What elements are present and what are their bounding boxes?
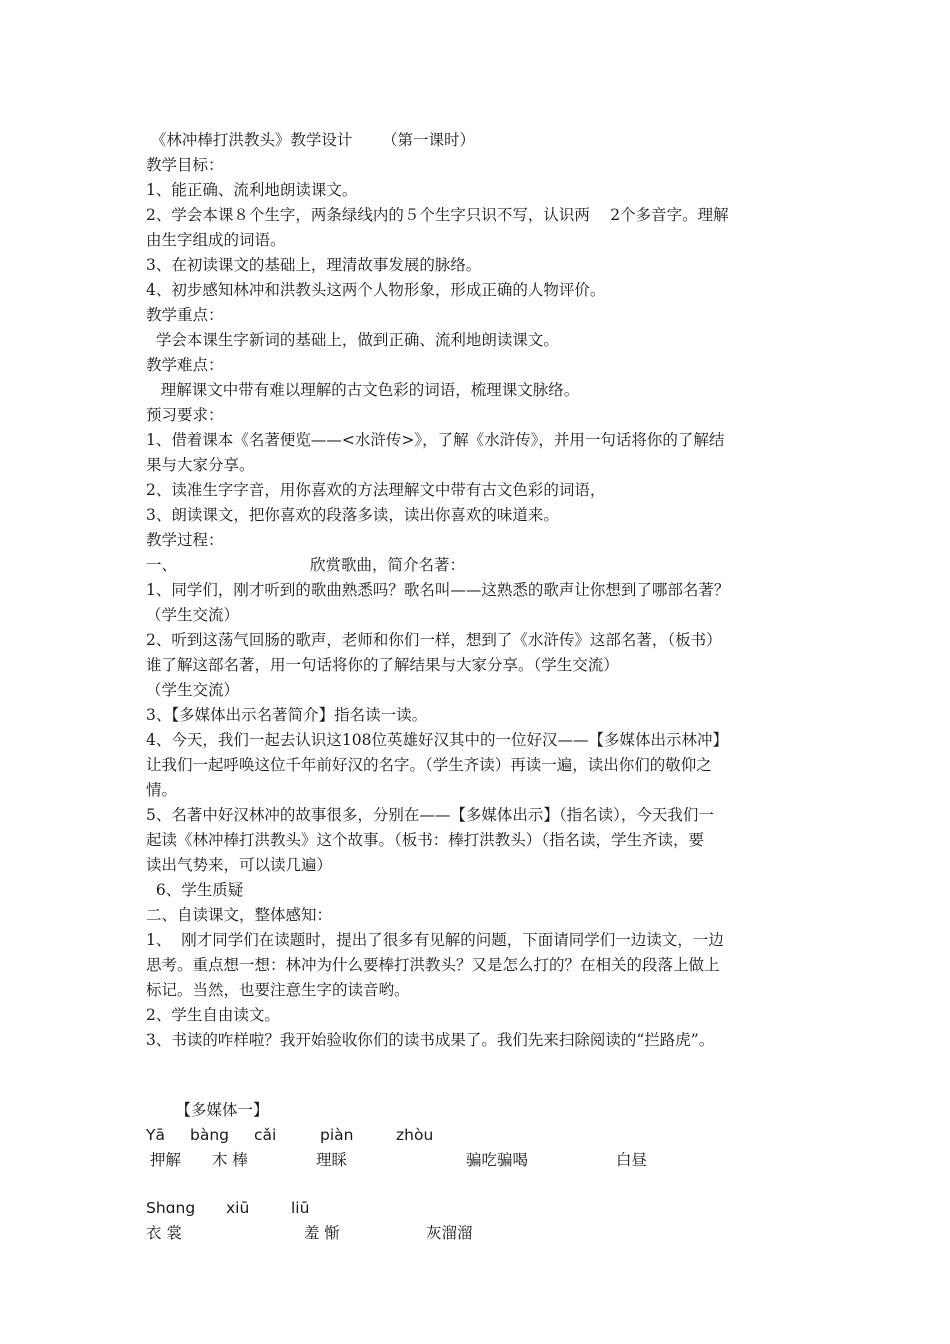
pinyin-row-2 [146, 1196, 810, 1221]
text-line: 理解课文中带有难以理解的古文色彩的词语，梳理课文脉络。 [146, 381, 580, 399]
vocab-word: 理睬 [316, 1151, 348, 1169]
pinyin-word: zhòu [396, 1126, 434, 1144]
pinyin-word: piàn [320, 1126, 354, 1144]
text-line: 3、书读的咋样啦？我开始验收你们的读书成果了。我们先来扫除阅读的“拦路虎”。 [146, 1031, 715, 1049]
media-heading: 【多媒体一】 [146, 1101, 269, 1119]
text-line: 教学难点： [146, 356, 224, 374]
text-line: 4、今天，我们一起去认识这108位英雄好汉其中的一位好汉——【多媒体出示林冲】 [146, 731, 728, 749]
vocab-word: 衣 裳 [146, 1224, 182, 1242]
text-line: 1、 刚才同学们在读题时，提出了很多有见解的问题，下面请同学们一边读文，一边 [146, 931, 724, 949]
text-line: 二、自读课文，整体感知： [146, 906, 333, 924]
text-line: 教学过程： [146, 531, 224, 549]
text-line: 教学重点： [146, 306, 224, 324]
text-line: 5、名著中好汉林冲的故事很多，分别在——【多媒体出示】（指名读），今天我们一 [146, 806, 714, 824]
pinyin-word: xiū [226, 1199, 250, 1217]
text-line: 2、学会本课８个生字，两条绿线内的５个生字只识不写，认识两 2个多音字。理解 [146, 206, 729, 224]
text-line: 预习要求： [146, 406, 224, 424]
vocab-word: 白昼 [616, 1151, 648, 1169]
text-line: 标记。当然，也要注意生字的读音哟。 [146, 981, 410, 999]
spacer [146, 1053, 810, 1098]
vocab-word: 押解 [150, 1151, 182, 1169]
text-line: 2、听到这荡气回肠的歌声，老师和你们一样，想到了《水浒传》这部名著，（板书） [146, 631, 722, 649]
text-line: 让我们一起呼唤这位千年前好汉的名字。（学生齐读）再读一遍，读出你们的敬仰之 [146, 756, 712, 774]
pinyin-word: liū [291, 1199, 310, 1217]
text-line: 1、借着课本《名著便览——<水浒传>》，了解《水浒传》，并用一句话将你的了解结 [146, 431, 725, 449]
text-line: （学生交流） [146, 606, 240, 624]
text-line: （学生交流） [146, 681, 240, 699]
text-line: 情。 [146, 781, 178, 799]
document-body [146, 153, 810, 1053]
hanzi-row-2 [146, 1221, 810, 1246]
text-line: 3、在初读课文的基础上，理清故事发展的脉络。 [146, 256, 482, 274]
text-line: 果与大家分享。 [146, 456, 255, 474]
text-line: 3、朗读课文，把你喜欢的段落多读，读出你喜欢的味道来。 [146, 506, 559, 524]
text-line: 起读《林冲棒打洪教头》这个故事。（板书：棒打洪教头）（指名读，学生齐读，要 [146, 831, 705, 849]
hanzi-row-1 [146, 1148, 810, 1173]
text-line: 思考。重点想一想：林冲为什么要棒打洪教头？又是怎么打的？在相关的段落上做上 [146, 956, 720, 974]
document-page [146, 128, 810, 1246]
text-line: 2、读准生字字音，用你喜欢的方法理解文中带有古文色彩的词语， [146, 481, 606, 499]
pinyin-word: Yā [146, 1126, 165, 1144]
text-line: 谁了解这部名著，用一句话将你的了解结果与大家分享。（学生交流） [146, 656, 619, 674]
text-line: 4、初步感知林冲和洪教头这两个人物形象，形成正确的人物评价。 [146, 281, 606, 299]
text-line: 教学目标： [146, 156, 224, 174]
text-line: 由生字组成的词语。 [146, 231, 286, 249]
spacer [146, 1173, 810, 1196]
text-line: 学会本课生字新词的基础上，做到正确、流利地朗读课文。 [146, 331, 559, 349]
text-line: 1、能正确、流利地朗读课文。 [146, 181, 358, 199]
document-title: 《林冲棒打洪教头》教学设计 （第一课时） [146, 131, 475, 149]
text-line: 1、同学们，刚才听到的歌曲熟悉吗？歌名叫——这熟悉的歌声让你想到了哪部名著？ [146, 581, 730, 599]
vocab-word: 骗吃骗喝 [466, 1151, 529, 1169]
text-line: 6、学生质疑 [146, 881, 244, 899]
text-line: 读出气势来，可以读几遍） [146, 856, 333, 874]
text-line: 一、 欣赏歌曲，简介名著： [146, 556, 466, 574]
vocab-word: 灰溜溜 [426, 1224, 473, 1242]
pinyin-word: Shɑng [146, 1199, 196, 1217]
pinyin-word: cǎi [254, 1126, 277, 1144]
text-line: 3、【多媒体出示名著简介】指名读一读。 [146, 706, 428, 724]
vocab-word: 木 棒 [212, 1151, 248, 1169]
text-line: 2、学生自由读文。 [146, 1006, 280, 1024]
vocab-word: 羞 惭 [304, 1224, 340, 1242]
pinyin-row-1 [146, 1123, 810, 1148]
pinyin-word: bàng [190, 1126, 229, 1144]
